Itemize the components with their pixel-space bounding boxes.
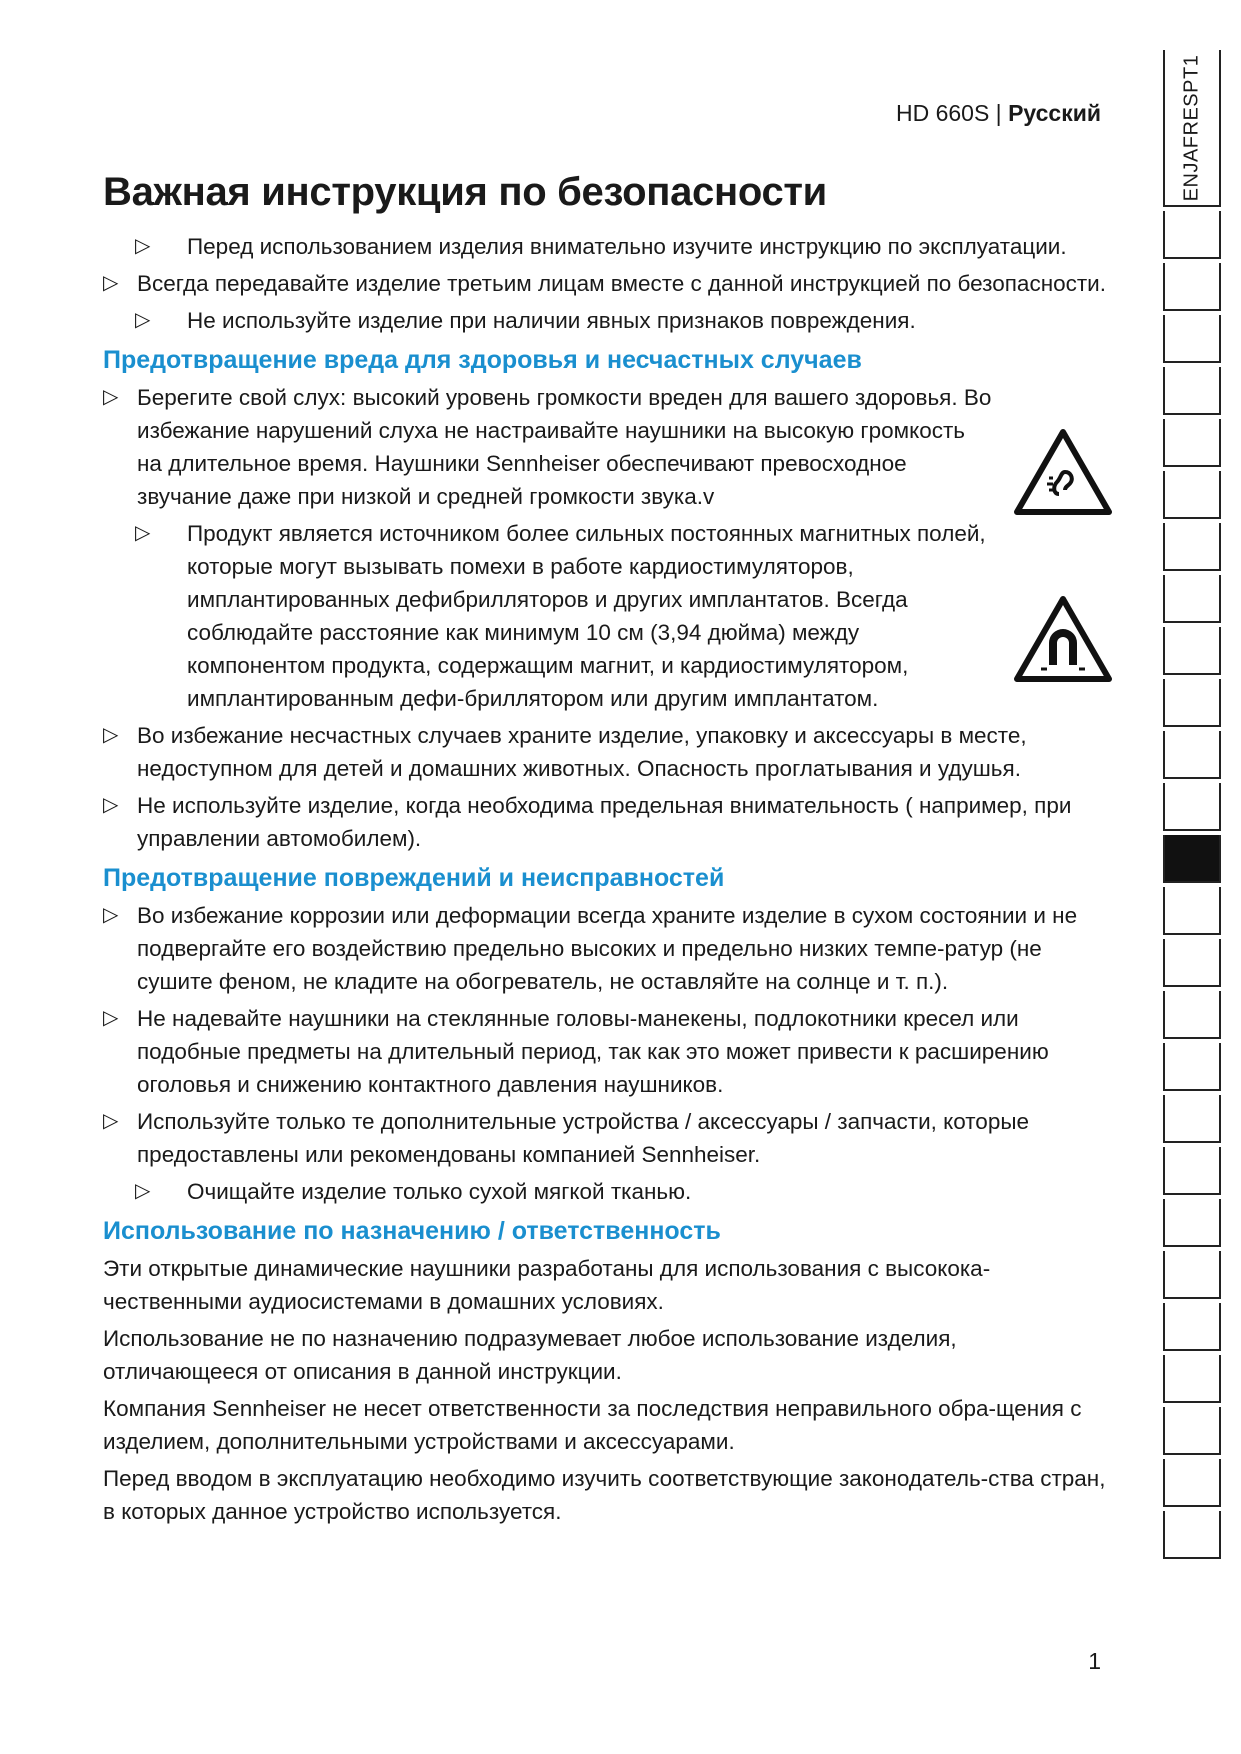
- language-tab[interactable]: [1163, 575, 1221, 623]
- language-tab[interactable]: [1163, 1147, 1221, 1195]
- bullet-arrow-icon: ▷: [135, 1180, 151, 1202]
- damage-bullet: ▷ Используйте только те дополнительные устройства / аксессуары / запчасти, которые предоставлены или рекомендованы компанией Sennheiser.: [103, 1105, 1113, 1171]
- bullet-arrow-icon: ▷: [135, 235, 151, 257]
- section-heading-health: Предотвращение вреда для здоровья и несчастных случаев: [103, 346, 862, 374]
- language-tab[interactable]: [1163, 315, 1221, 363]
- damage-bullet: ▷ Не надевайте наушники на стеклянные головы-манекены, подлокотники кресел или подобные предметы на длительный период, так как это может привести к расширению оголовья и снижению контактного давления наушников.: [103, 1002, 1113, 1101]
- page-header: HD 660S | Русский: [895, 100, 1101, 126]
- language-tab-russian-active[interactable]: [1163, 835, 1221, 883]
- language-tab[interactable]: [1163, 471, 1221, 519]
- language-tab-active-label[interactable]: ENJAFRESPT1: [1163, 50, 1221, 207]
- language-tab[interactable]: [1163, 1511, 1221, 1559]
- language-tab[interactable]: [1163, 1043, 1221, 1091]
- language-tab[interactable]: [1163, 1095, 1221, 1143]
- language-tab[interactable]: [1163, 367, 1221, 415]
- language-tab[interactable]: [1163, 1251, 1221, 1299]
- page-number: 1: [1088, 1648, 1101, 1674]
- bullet-arrow-icon: ▷: [135, 522, 151, 544]
- section-heading-damage: Предотвращение повреждений и неисправностей: [103, 864, 725, 892]
- safety-bullet: ▷ Продукт является источником более сильных постоянных магнитных полей, которые могут вызывать помехи в работе кардиостимуляторов, имплантированных дефибрилляторов и других имплантатов. Всегда соблюдайте расстояние как минимум 10 см (3,94 дюйма) между компонентом продукта, содержащим магнит, и кардиостимулятором, имплантированным дефи-бриллятором или другим имплантатом.: [103, 517, 1113, 715]
- language-tab[interactable]: [1163, 523, 1221, 571]
- product-name: HD 660S: [895, 100, 990, 126]
- safety-bullet: ▷ Во избежание несчастных случаев храните изделие, упаковку и аксессуары в месте, недоступном для детей и домашних животных. Опасность проглатывания и удушья.: [103, 719, 1113, 785]
- bullet-arrow-icon: ▷: [103, 794, 119, 816]
- language-tab[interactable]: [1163, 627, 1221, 675]
- bullet-arrow-icon: ▷: [103, 1110, 119, 1132]
- language-tab[interactable]: [1163, 211, 1221, 259]
- damage-bullet: ▷ Очищайте изделие только сухой мягкой тканью.: [103, 1175, 1113, 1208]
- bullet-arrow-icon: ▷: [103, 904, 119, 926]
- safety-bullet: ▷ Не используйте изделие, когда необходима предельная внимательность ( например, при управлении автомобилем).: [103, 789, 1113, 855]
- language-tab[interactable]: [1163, 419, 1221, 467]
- language-tab[interactable]: [1163, 1199, 1221, 1247]
- language-name: Русский: [1008, 100, 1101, 126]
- intro-bullet: ▷ Всегда передавайте изделие третьим лицам вместе с данной инструкцией по безопасности.: [103, 267, 1113, 300]
- paragraph: Использование не по назначению подразумевает любое использование изделия, отличающееся от описания в данной инструкции.: [103, 1326, 957, 1384]
- paragraph: Эти открытые динамические наушники разработаны для использования с высокока-чественными аудиосистемами в домашних условиях.: [103, 1256, 991, 1314]
- bullet-arrow-icon: ▷: [103, 272, 119, 294]
- intro-bullet: ▷ Перед использованием изделия внимательно изучите инструкцию по эксплуатации.: [103, 230, 1113, 263]
- language-tab[interactable]: [1163, 263, 1221, 311]
- language-tab[interactable]: [1163, 783, 1221, 831]
- hearing-warning-icon: [1013, 428, 1113, 516]
- language-tab[interactable]: [1163, 1303, 1221, 1351]
- language-tab[interactable]: [1163, 991, 1221, 1039]
- paragraph: Компания Sennheiser не несет ответственности за последствия неправильного обра-щения с изделием, дополнительными устройствами и аксессуарами.: [103, 1396, 1082, 1454]
- language-tab[interactable]: [1163, 939, 1221, 987]
- language-tab[interactable]: [1163, 1407, 1221, 1455]
- language-tab[interactable]: [1163, 679, 1221, 727]
- bullet-arrow-icon: ▷: [103, 386, 119, 408]
- language-tab-strip: [1163, 50, 1217, 1559]
- intro-bullet: ▷ Не используйте изделие при наличии явных признаков повреждения.: [103, 304, 1113, 337]
- bullet-arrow-icon: ▷: [135, 309, 151, 331]
- paragraph: Перед вводом в эксплуатацию необходимо изучить соответствующие законодатель-ства стран, в которых данное устройство используется.: [103, 1466, 1106, 1524]
- bullet-arrow-icon: ▷: [103, 724, 119, 746]
- section-heading-intended-use: Использование по назначению / ответственность: [103, 1217, 721, 1245]
- damage-bullet: ▷ Во избежание коррозии или деформации всегда храните изделие в сухом состоянии и не подвергайте его воздействию предельно высоких и предельно низких темпе-ратур (не сушите феном, не кладите на обогреватель, не оставляйте на солнце и т. п.).: [103, 899, 1113, 998]
- language-tab[interactable]: [1163, 1355, 1221, 1403]
- bullet-arrow-icon: ▷: [103, 1007, 119, 1029]
- safety-bullet: ▷ Берегите свой слух: высокий уровень громкости вреден для вашего здоровья. Во избежание нарушений слуха не настраивайте наушники на высокую громкость на длительное время. Наушники Sennheiser обеспечивают превосходное звучание даже при низкой и средней громкости звука.v: [103, 381, 1113, 513]
- page-title: Важная инструкция по безопасности: [103, 170, 827, 214]
- language-tab[interactable]: [1163, 887, 1221, 935]
- magnet-warning-icon: [1013, 595, 1113, 683]
- language-tab[interactable]: [1163, 731, 1221, 779]
- language-tab[interactable]: [1163, 1459, 1221, 1507]
- document-body: [103, 230, 1113, 1532]
